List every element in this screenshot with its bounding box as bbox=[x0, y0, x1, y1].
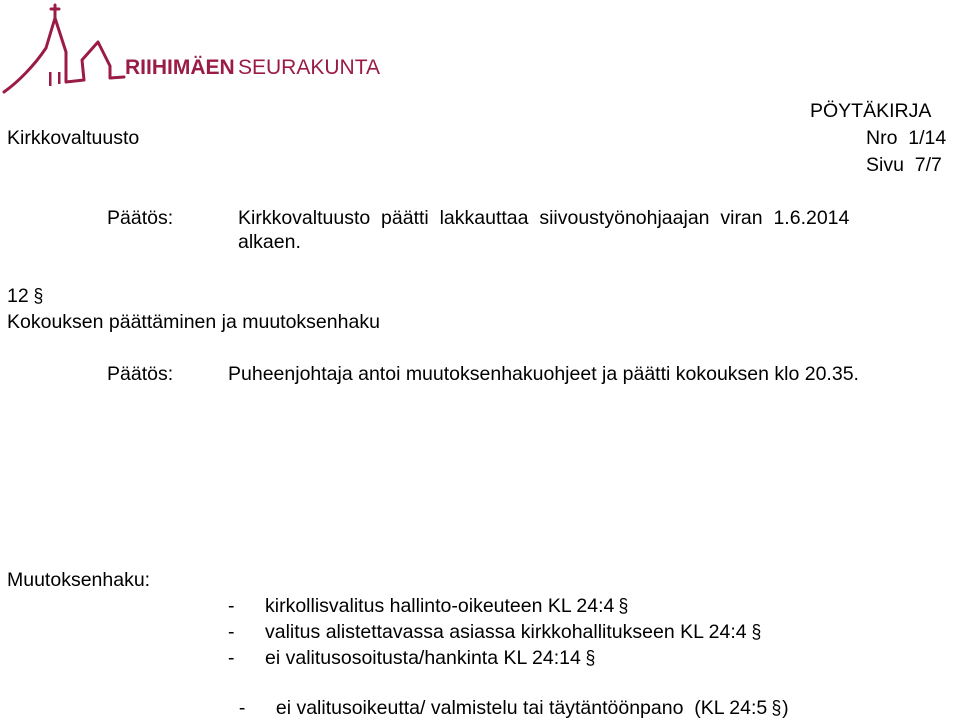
section-heading bbox=[7, 284, 44, 308]
logo-name-main: RIIHIMÄEN bbox=[125, 56, 235, 79]
decision-text: Puheenjohtaja antoi muutoksenhakuohjeet ja päätti kokouksen klo 20.35. bbox=[228, 363, 859, 385]
prev-decision-text-line1: Kirkkovaltuusto päätti lakkauttaa siivoustyönohjaajan viran 1.6.2014 bbox=[238, 207, 850, 229]
appeal-item: - ei valitusoikeutta/ valmistelu tai täytäntöönpano (KL 24:5 §) bbox=[238, 697, 789, 719]
appeal-item: - ei valitusosoitusta/hankinta KL 24:14 § bbox=[228, 647, 596, 669]
section-symbol: § bbox=[33, 285, 44, 307]
doc-number: Nro 1/14 bbox=[866, 127, 947, 149]
page-number: Sivu 7/7 bbox=[866, 154, 942, 176]
appeal-item: - valitus alistettavassa asiassa kirkkohallitukseen KL 24:4 § bbox=[228, 621, 761, 643]
prev-decision-text-line2: alkaen. bbox=[238, 231, 301, 253]
section-symbol: § bbox=[618, 595, 629, 617]
section-symbol: § bbox=[585, 647, 596, 669]
decision-label: Päätös: bbox=[107, 363, 174, 385]
section-number: 12 bbox=[7, 285, 29, 307]
prev-decision-label: Päätös: bbox=[107, 207, 174, 229]
organ-name: Kirkkovaltuusto bbox=[7, 127, 140, 149]
logo-name-sub: SEURAKUNTA bbox=[238, 56, 380, 79]
appeal-item: - kirkollisvalitus hallinto-oikeuteen KL 24:4 § bbox=[228, 595, 629, 617]
church-logo-icon bbox=[0, 0, 400, 104]
section-title: Kokouksen päättäminen ja muutoksenhaku bbox=[7, 311, 380, 333]
section-symbol: § bbox=[751, 621, 761, 643]
section-symbol: § bbox=[771, 697, 782, 719]
doc-type: PÖYTÄKIRJA bbox=[810, 100, 932, 122]
appeal-label: Muutoksenhaku: bbox=[7, 569, 151, 591]
